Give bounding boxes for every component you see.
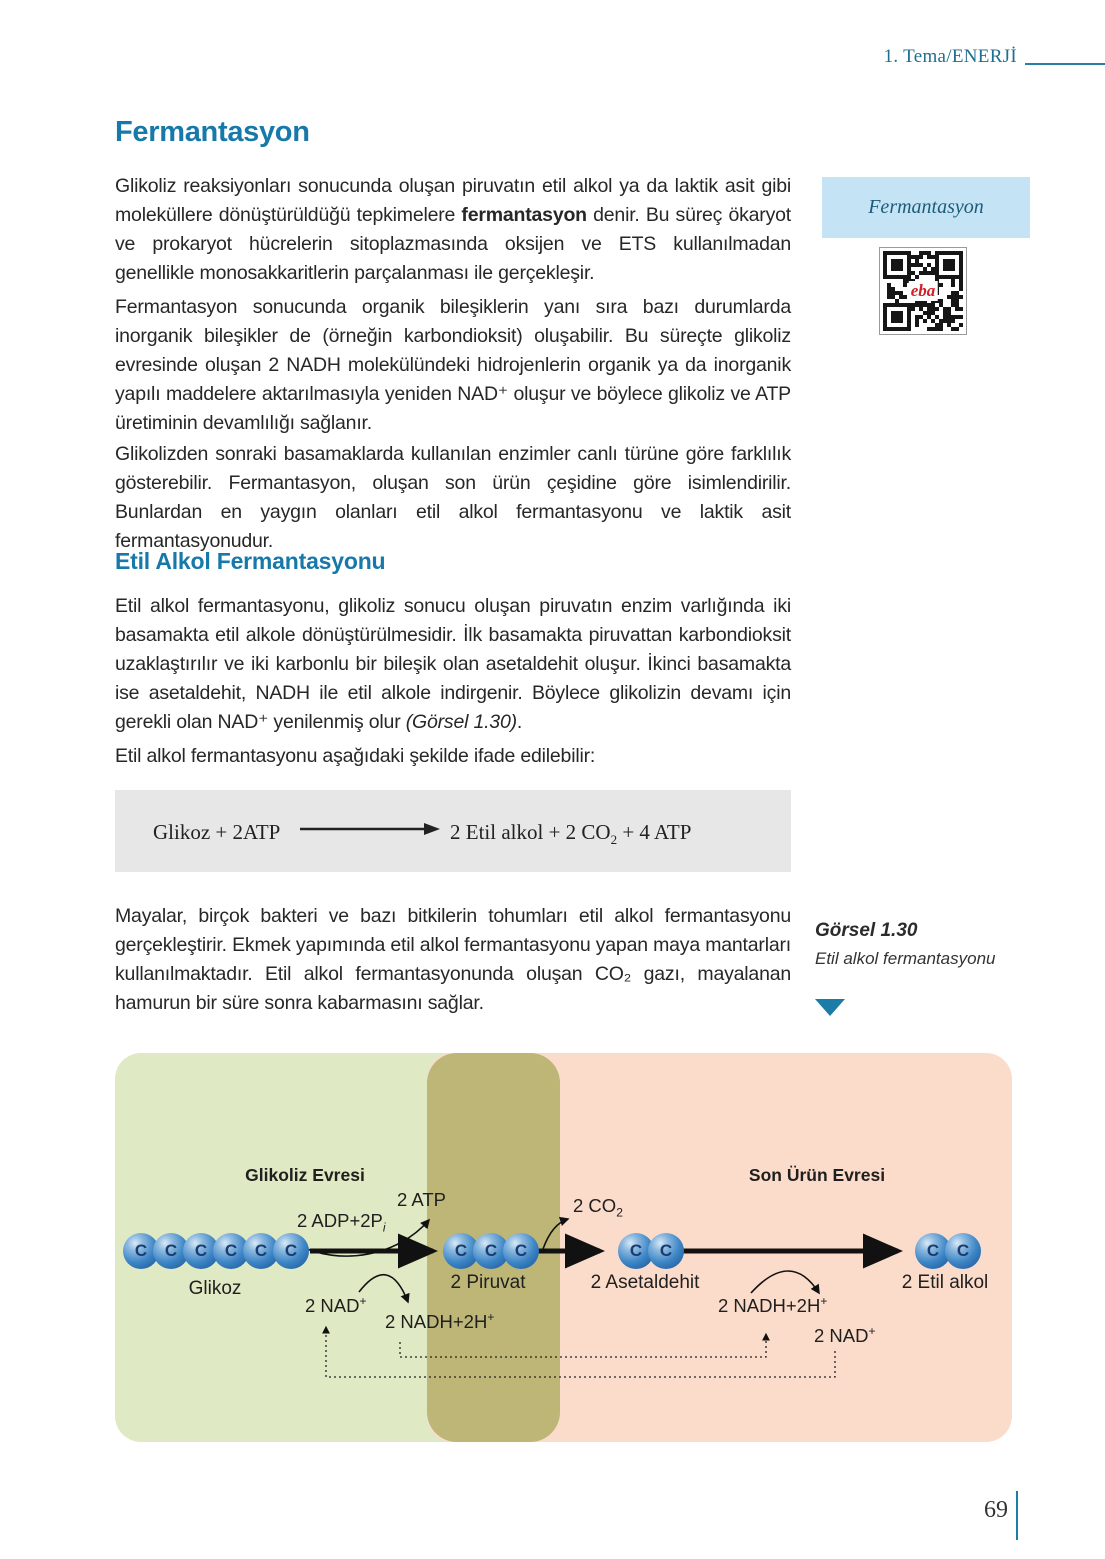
figure-caption-subtitle: Etil alkol fermantasyonu xyxy=(815,949,996,968)
ethanol-molecule xyxy=(915,1233,981,1269)
adp-label xyxy=(297,1210,386,1235)
paragraph-intro xyxy=(115,172,791,288)
carbon-sphere: C xyxy=(648,1233,684,1269)
nad-label-endproduct xyxy=(814,1324,876,1347)
nadh-label-glycolysis xyxy=(385,1310,494,1333)
curve-co2-release xyxy=(543,1219,568,1249)
figure-reference: (Görsel 1.30) xyxy=(405,711,517,733)
paragraph-text: . xyxy=(516,711,523,733)
section-heading: Etil Alkol Fermantasyonu xyxy=(115,548,386,574)
chem-superscript: + xyxy=(359,1294,367,1308)
carbon-sphere: C xyxy=(473,1233,509,1269)
acetaldehyde-label: 2 Asetaldehit xyxy=(590,1272,700,1293)
paragraph-enzymes: Glikolizden sonraki basamaklarda kullanılan enzimler canlı türüne göre farklılık gösterebilir. Fermantasyon, oluşan son ürün çeşidine göre isimlendirilir. Bunlardan en yaygın olanları etil alkol fermantasyonu ve laktik asit fermantasyonudur. xyxy=(115,443,791,552)
paragraph-text: Etil alkol fermantasyonu, glikoliz sonucu oluşan piruvatın enzim varlığında iki basamakta etil alkole dönüştürülmesidir. İlk basamakta piruvattan karbondioksit uzaklaştırılır ve iki karbonlu bir bileşik olan asetaldehit oluşur. İkinci basamakta ise asetaldehit, NADH ile etil alkole indirgenir. Böylece glikolizin devamı için gerekli olan NAD⁺ yenilenmiş olur xyxy=(115,595,791,733)
pyruvate-label: 2 Piruvat xyxy=(450,1272,526,1293)
chem-text: 2 NAD xyxy=(305,1295,360,1317)
pyruvate-molecule xyxy=(443,1233,539,1269)
chem-superscript: + xyxy=(820,1294,828,1308)
breadcrumb: 1. Tema/ENERJİ xyxy=(883,46,1017,67)
reaction-formula-box xyxy=(115,790,791,872)
chem-text: 2 NADH+2H xyxy=(718,1295,821,1317)
chem-subscript: 2 xyxy=(616,1205,623,1220)
nad-label-glycolysis xyxy=(305,1294,367,1317)
carbon-sphere: C xyxy=(153,1233,189,1269)
paragraph-inorganic: Fermantasyon sonucunda organik bileşiklerin yanı sıra bazı durumlarda inorganik bileşikler de (örneğin karbondioksit) oluşabilir. Bu süreçte glikoliz evresinde oluşan 2 NADH molekülündeki hidrojenlerin organik ya da inorganik yapılı maddelere aktarılmasıyla yeniden NAD⁺ oluşur ve böylece glikoliz ve ATP üretiminin devamlılığı sağlanır. xyxy=(115,296,791,434)
carbon-sphere: C xyxy=(213,1233,249,1269)
chem-text: 2 NADH+2H xyxy=(385,1311,488,1333)
nadh-label-endproduct xyxy=(718,1294,827,1317)
atp-label: 2 ATP xyxy=(397,1189,447,1210)
carbon-sphere: C xyxy=(123,1233,159,1269)
eba-logo: eba xyxy=(910,281,936,300)
carbon-sphere: C xyxy=(243,1233,279,1269)
glycolysis-phase-label: Glikoliz Evresi xyxy=(245,1165,365,1185)
co2-label xyxy=(573,1195,623,1220)
paragraph-ethanol-fermentation xyxy=(115,592,791,737)
formula-products xyxy=(450,820,691,848)
carbon-sphere: C xyxy=(183,1233,219,1269)
ethanol-label: 2 Etil alkol xyxy=(901,1272,989,1293)
figure-caption xyxy=(815,920,1035,969)
chem-text: 2 ADP+2P xyxy=(297,1210,383,1231)
bold-keyword: fermantasyon xyxy=(461,204,587,226)
dashed-nadh-recycle-line xyxy=(400,1334,766,1357)
carbon-sphere: C xyxy=(915,1233,951,1269)
glucose-label: Glikoz xyxy=(188,1278,242,1299)
chem-superscript: + xyxy=(487,1310,495,1324)
header-rule xyxy=(1025,63,1105,65)
carbon-sphere: C xyxy=(443,1233,479,1269)
formula-text: 2 Etil alkol + 2 CO xyxy=(450,820,611,844)
chem-subscript: i xyxy=(382,1220,386,1235)
paragraph-text: Glikoliz reaksiyonları sonucunda oluşan piruvatın etil alkol ya da laktik asit gibi moleküllere dönüştürüldüğü tepkimelere xyxy=(115,175,791,226)
carbon-sphere: C xyxy=(945,1233,981,1269)
end-product-phase-label: Son Ürün Evresi xyxy=(748,1165,886,1185)
page-number: 69 xyxy=(984,1497,1008,1523)
footer-rule xyxy=(1016,1491,1018,1540)
formula-text: + 4 ATP xyxy=(617,820,692,844)
chem-superscript: + xyxy=(868,1324,876,1338)
formula-arrow-icon xyxy=(300,820,440,838)
topic-info-box xyxy=(822,177,1030,238)
paragraph-text: denir. Bu süreç ökaryot ve prokaryot hücrelerin sitoplazmasında oksijen ve ETS kullanılmadan genellikle monosakkaritlerin parçalanması ile gerçekleşir. xyxy=(115,204,791,284)
paragraph-yeast: Mayalar, birçok bakteri ve bazı bitkilerin tohumları etil alkol fermantasyonu gerçekleştirir. Ekmek yapımında etil alkol fermantasyonu yapan maya mantarları kullanılmaktadır. Etil alkol fermantasyonunda oluşan CO₂ gazı, mayalanan hamurun bir süre sonra kabarmasını sağlar. xyxy=(115,905,791,1014)
carbon-sphere: C xyxy=(273,1233,309,1269)
curve-nadh-to-nad-endproduct xyxy=(751,1271,819,1293)
figure-caption-title: Görsel 1.30 xyxy=(815,920,918,941)
chem-text: 2 CO xyxy=(573,1195,617,1216)
chem-text: 2 NAD xyxy=(814,1325,869,1347)
dashed-nad-recycle-line xyxy=(326,1327,835,1377)
topic-info-label: Fermantasyon xyxy=(868,196,984,218)
carbon-sphere: C xyxy=(503,1233,539,1269)
formula-subscript: 2 xyxy=(610,832,618,847)
carbon-sphere: C xyxy=(618,1233,654,1269)
eba-qr-code xyxy=(879,247,967,335)
formula-reactants: Glikoz + 2ATP xyxy=(153,820,281,844)
page-title: Fermantasyon xyxy=(115,116,310,148)
caption-pointer-triangle-icon xyxy=(815,999,845,1016)
fermentation-diagram xyxy=(115,1053,1012,1442)
paragraph-lead-in: Etil alkol fermantasyonu aşağıdaki şekilde ifade edilebilir: xyxy=(115,745,596,767)
acetaldehyde-molecule xyxy=(618,1233,684,1269)
glucose-molecule xyxy=(123,1233,309,1269)
